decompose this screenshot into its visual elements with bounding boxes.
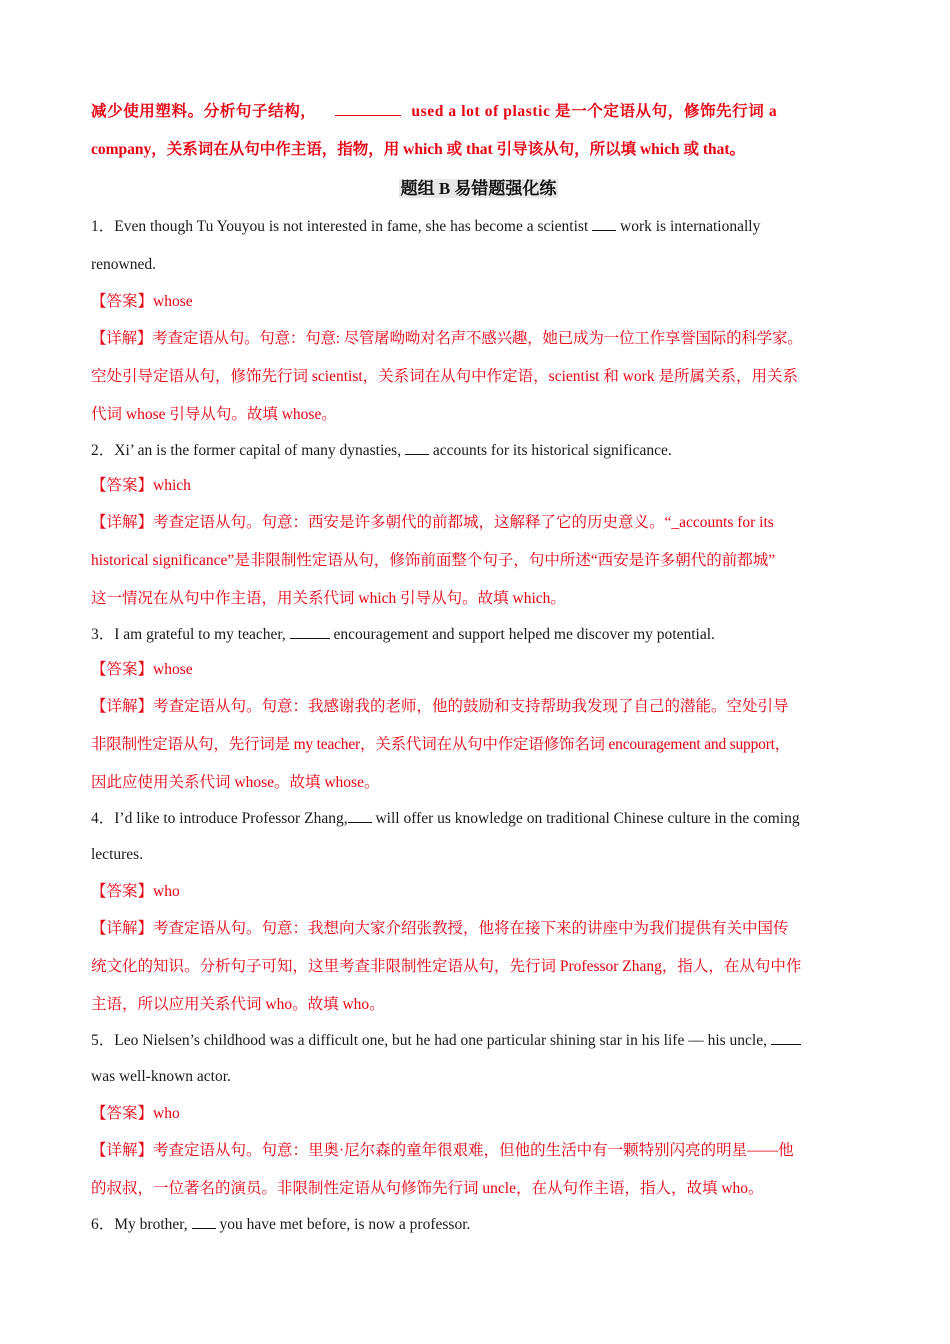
question-number: 1． xyxy=(91,218,115,235)
question-text: 3．I am grateful to my teacher, encouragement and support helped me discover my potential. xyxy=(91,626,715,643)
answer-line: 【答案】who xyxy=(91,883,180,900)
intro-text-b: used a lot of plastic 是一个定语从句，修饰先行词 a xyxy=(411,103,778,120)
detail-line: 【详解】考查定语从句。句意：我想向大家介绍张教授，他将在接下来的讲座中为我们提供有关中国传 xyxy=(91,920,789,937)
detail-line: 统文化的知识。分析句子可知，这里考查非限制性定语从句，先行词 Professor Zhang，指人，在从句中作 xyxy=(91,958,802,975)
answer-line: 【答案】whose xyxy=(91,661,193,678)
question-text: 4．I’d like to introduce Professor Zhang, will offer us knowledge on traditional Chinese culture in the coming xyxy=(91,810,800,827)
answer-blank xyxy=(592,216,616,231)
intro-line-2: company，关系词在从句中作主语，指物，用 which 或 that 引导该从句，所以填 which 或 that。 xyxy=(91,141,746,158)
detail-line: 因此应使用关系代词 whose。故填 whose。 xyxy=(91,774,380,791)
question-1 xyxy=(91,208,866,434)
question-number: 3． xyxy=(91,626,115,643)
intro-text-a: 减少使用塑料。分析句子结构， xyxy=(91,103,317,120)
question-text-cont: was well-known actor. xyxy=(91,1068,231,1085)
answer-blank xyxy=(192,1214,216,1229)
question-text-cont: renowned. xyxy=(91,256,156,273)
question-text: 2．Xi’ an is the former capital of many dynasties, accounts for its historical significance. xyxy=(91,442,672,459)
question-text-cont: lectures. xyxy=(91,846,144,863)
detail-line: 空处引导定语从句，修饰先行词 scientist，关系词在从句中作定语，scientist 和 work 是所属关系，用关系 xyxy=(91,368,798,385)
detail-line: 【详解】考查定语从句。句意：句意: 尽管屠呦呦对名声不感兴趣，她已成为一位工作享誉国际的科学家。 xyxy=(91,330,803,347)
answer-line: 【答案】which xyxy=(91,477,191,494)
answer-blank xyxy=(335,101,401,116)
question-4 xyxy=(91,802,866,1024)
detail-line: 主语，所以应用关系代词 who。故填 who。 xyxy=(91,996,385,1013)
question-number: 5． xyxy=(91,1032,115,1049)
document-page xyxy=(91,96,866,1242)
intro-line-1 xyxy=(91,96,866,128)
detail-line: 【详解】考查定语从句。句意：里奥·尼尔森的童年很艰难，但他的生活中有一颗特别闪亮的明星——他 xyxy=(91,1142,794,1159)
answer-line: 【答案】who xyxy=(91,1105,180,1122)
question-2 xyxy=(91,434,866,618)
detail-line: 【详解】考查定语从句。句意：我感谢我的老师，他的鼓励和支持帮助我发现了自己的潜能。空处引导 xyxy=(91,698,789,715)
answer-blank xyxy=(771,1030,801,1045)
answer-line: 【答案】whose xyxy=(91,293,193,310)
question-text: 6．My brother, you have met before, is now a professor. xyxy=(91,1216,471,1233)
question-number: 2． xyxy=(91,442,115,459)
question-3 xyxy=(91,618,866,802)
section-heading: 题组 B 易错题强化练 xyxy=(400,179,557,198)
question-6 xyxy=(91,1208,866,1242)
answer-blank xyxy=(348,808,372,823)
detail-line: 【详解】考查定语从句。句意：西安是许多朝代的前都城，这解释了它的历史意义。“_accounts for its xyxy=(91,514,774,531)
question-text: 5．Leo Nielsen’s childhood was a difficult one, but he had one particular shining star in his life — his uncle, xyxy=(91,1024,866,1058)
detail-line: 代词 whose 引导从句。故填 whose。 xyxy=(91,406,337,423)
question-number: 4． xyxy=(91,810,115,827)
question-5 xyxy=(91,1024,866,1208)
question-number: 6． xyxy=(91,1216,115,1233)
answer-blank xyxy=(290,624,330,639)
detail-line: 的叔叔，一位著名的演员。非限制性定语从句修饰先行词 uncle，在从句作主语，指人，故填 who。 xyxy=(91,1180,764,1197)
detail-line: 非限制性定语从句，先行词是 my teacher，关系代词在从句中作定语修饰名词 encouragement and support， xyxy=(91,736,791,753)
detail-line: historical significance”是非限制性定语从句，修饰前面整个句子，句中所述“西安是许多朝代的前都城” xyxy=(91,552,776,569)
question-text: 1．Even though Tu Youyou is not interested in fame, she has become a scientist work is internationally xyxy=(91,218,761,235)
detail-line: 这一情况在从句中作主语，用关系代词 which 引导从句。故填 which。 xyxy=(91,590,566,607)
answer-blank xyxy=(405,440,429,455)
